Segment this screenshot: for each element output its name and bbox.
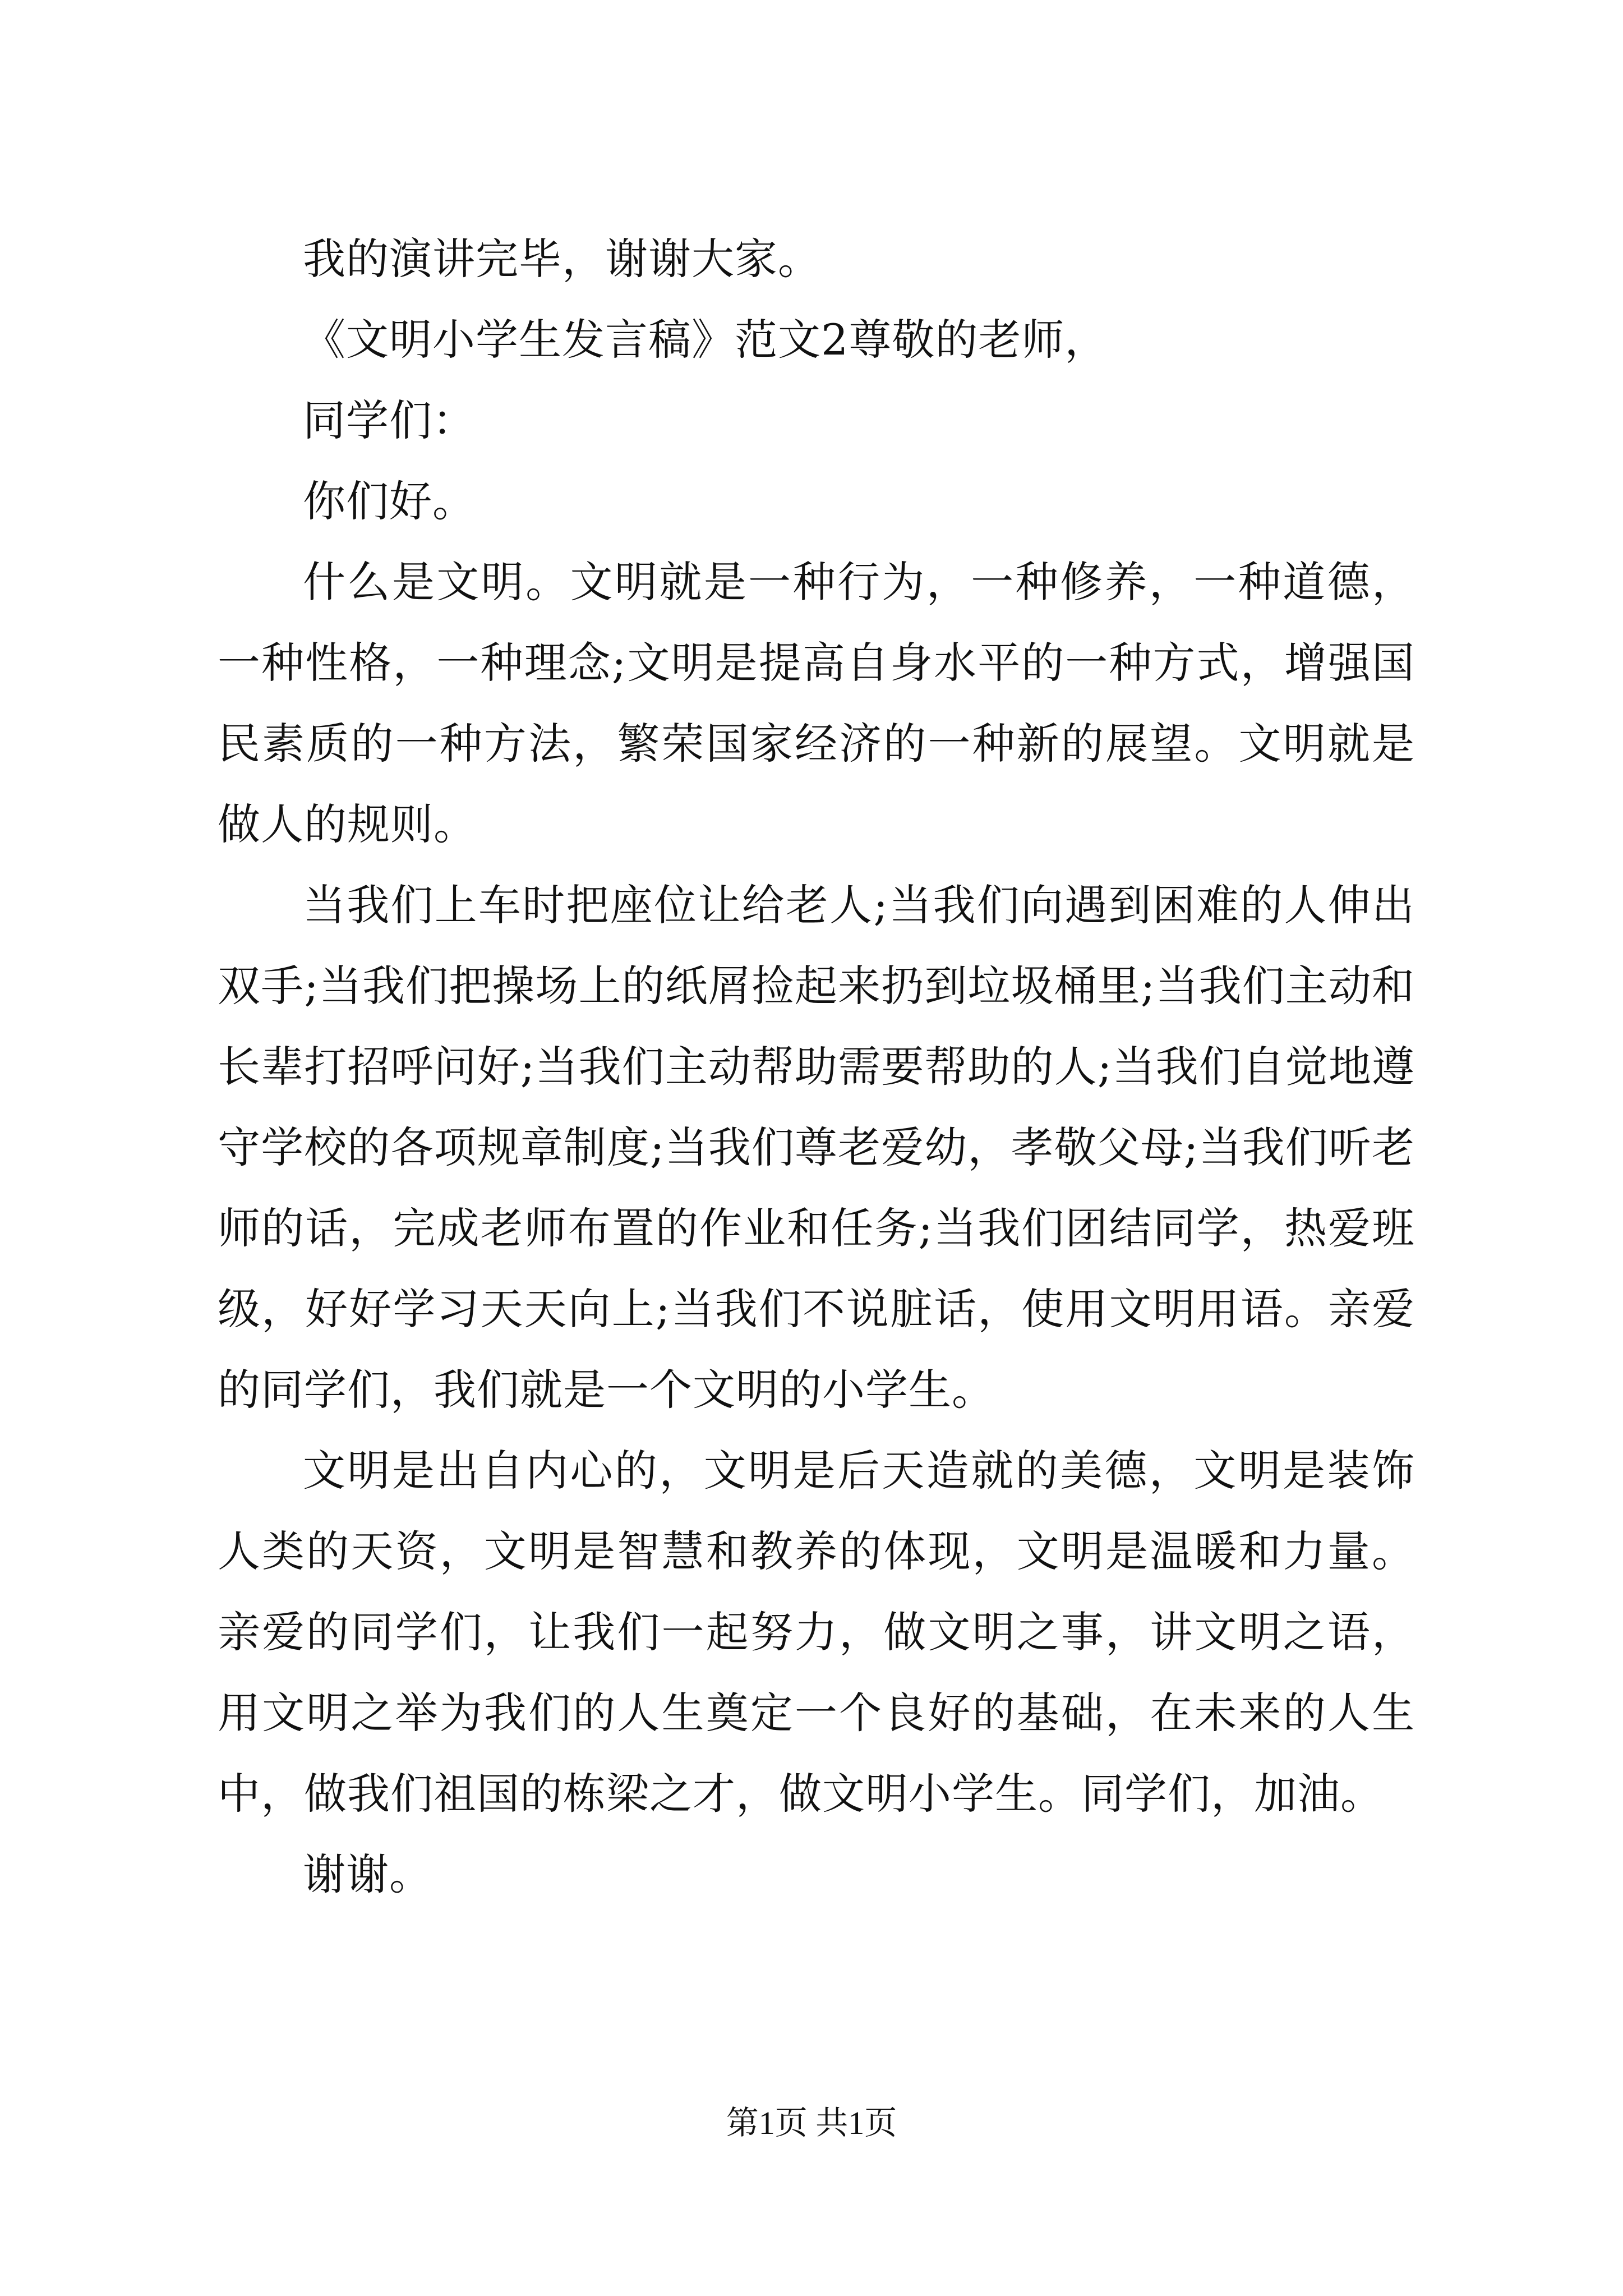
paragraph-thanks: 谢谢。 (303, 1849, 432, 1899)
paragraph-salutation-students: 同学们： (303, 395, 476, 445)
page-footer (0, 2101, 1623, 2146)
paragraph-call-to-action: 文明是出自内心的，文明是后天造就的美德，文明是装饰人类的天资，文明是智慧和教养的体现，文明是温暖和力量。亲爱的同学们，让我们一起努力，做文明之事，讲文明之语，用文明之举为我们的人生奠定一个良好的基础，在未来的人生中，做我们祖国的栋梁之才，做文明小学生。同学们，加油。 (218, 1446, 1415, 1819)
paragraph-sample-title: 《文明小学生发言稿》范文2尊敬的老师， (303, 315, 1108, 365)
page-number-label: 第1页 共1页 (726, 2105, 897, 2141)
paragraph-greeting: 你们好。 (303, 476, 476, 526)
paragraph-what-is-civility: 什么是文明。文明就是一种行为，一种修养，一种道德，一种性格，一种理念;文明是提高自身水平的一种方式，增强国民素质的一种方法，繁荣国家经济的一种新的展望。文明就是做人的规则。 (218, 557, 1415, 849)
paragraph-civil-behaviors: 当我们上车时把座位让给老人;当我们向遇到困难的人伸出双手;当我们把操场上的纸屑捡起来扔到垃圾桶里;当我们主动和长辈打招呼问好;当我们主动帮助需要帮助的人;当我们自觉地遵守学校的各项规章制度;当我们尊老爱幼，孝敬父母;当我们听老师的话，完成老师布置的作业和任务;当我们团结同学，热爱班级，好好学习天天向上;当我们不说脏话，使用文明用语。亲爱的同学们，我们就是一个文明的小学生。 (218, 880, 1415, 1415)
document-body (218, 219, 1415, 1915)
paragraph-closing-remark: 我的演讲完毕，谢谢大家。 (303, 234, 821, 284)
